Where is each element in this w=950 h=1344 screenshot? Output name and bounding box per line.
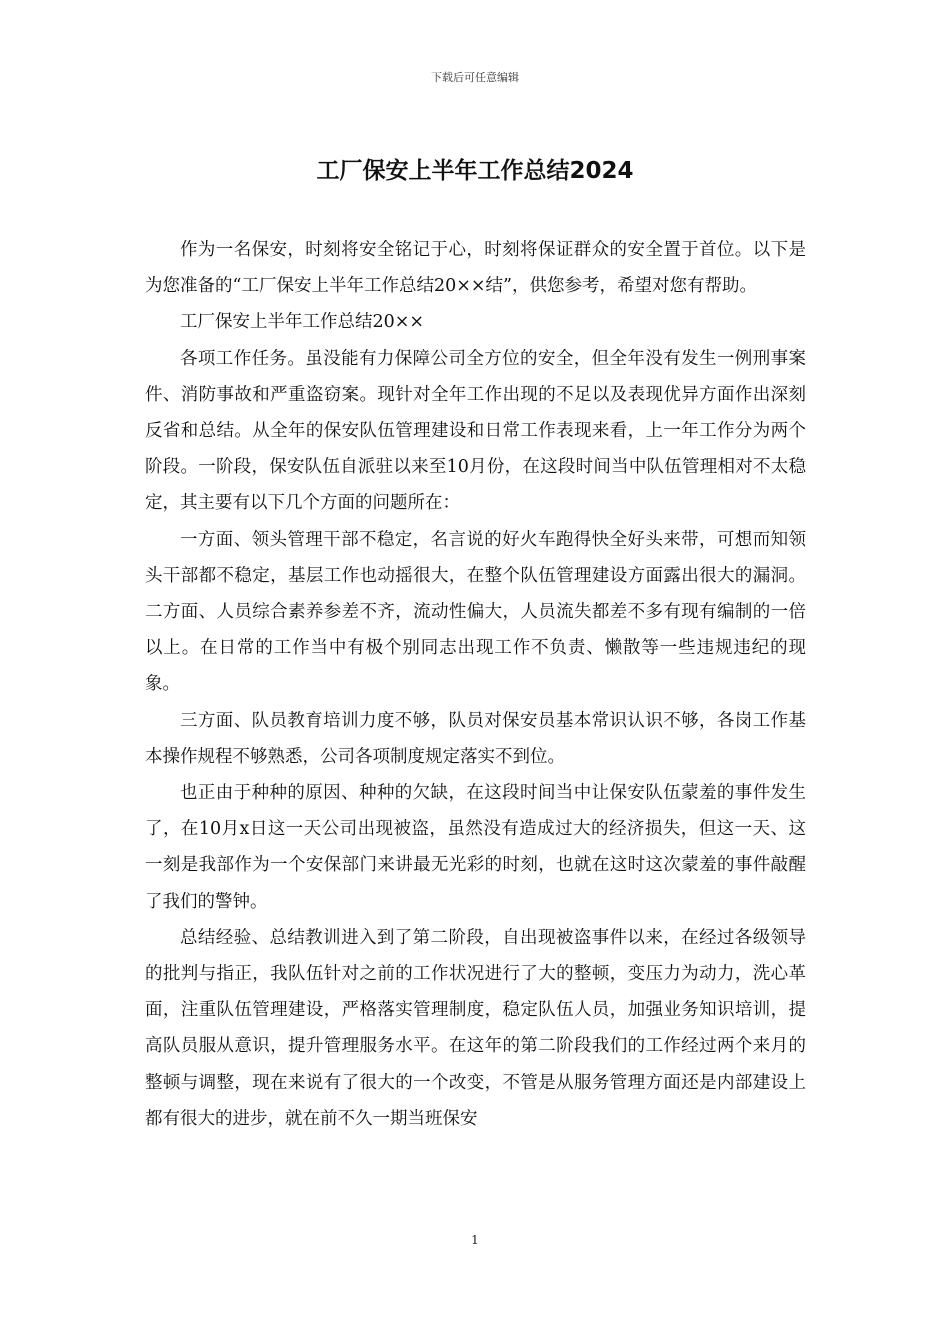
paragraph-tasks: 各项工作任务。虽没能有力保障公司全方位的安全，但全年没有发生一例刑事案件、消防事故和严重盗窃案。现针对全年工作出现的不足以及表现优异方面作出深刻反省和总结。从全年的保安队伍管理建设和日常工作表现来看，上一年工作分为两个阶段。一阶段，保安队伍自派驻以来至10月份，在这段时间当中队伍管理相对不太稳定，其主要有以下几个方面的问题所在： [145, 348, 806, 514]
page-number: 1 [471, 1233, 479, 1247]
paragraph-third-aspect: 三方面、队员教育培训力度不够，队员对保安员基本常识认识不够，各岗工作基本操作规程不够熟悉，公司各项制度规定落实不到位。 [145, 710, 806, 767]
paragraph-intro: 作为一名保安，时刻将安全铭记于心，时刻将保证群众的安全置于首位。以下是为您准备的“工厂保安上半年工作总结20××结”，供您参考，希望对您有帮助。 [145, 240, 806, 297]
document-body [145, 232, 806, 1137]
paragraph-second-stage: 总结经验、总结教训进入到了第二阶段，自出现被盗事件以来，在经过各级领导的批判与指正，我队伍针对之前的工作状况进行了大的整顿，变压力为动力，洗心革面，注重队伍管理建设，严格落实管理制度，稳定队伍人员，加强业务知识培训，提高队员服从意识，提升管理服务水平。在这年的第二阶段我们的工作经过两个来月的整顿与调整，现在来说有了很大的一个改变，不管是从服务管理方面还是内部建设上都有很大的进步，就在前不久一期当班保安 [145, 927, 806, 1129]
paragraph-first-aspect: 一方面、领头管理干部不稳定，名言说的好火车跑得快全好头来带，可想而知领头干部都不稳定，基层工作也动摇很大，在整个队伍管理建设方面露出很大的漏洞。二方面、人员综合素养参差不齐，流动性偏大，人员流失都差不多有现有编制的一倍以上。在日常的工作当中有极个别同志出现工作不负责、懒散等一些违规违纪的现象。 [145, 529, 806, 695]
paragraph-subtitle: 工厂保安上半年工作总结20×× [180, 312, 425, 333]
header-note: 下载后可任意编辑 [431, 71, 519, 84]
document-title: 工厂保安上半年工作总结2024 [316, 158, 634, 184]
paragraph-incident: 也正由于种种的原因、种种的欠缺，在这段时间当中让保安队伍蒙羞的事件发生了，在10月x日这一天公司出现被盗，虽然没有造成过大的经济损失，但这一天、这一刻是我部作为一个安保部门来讲最无光彩的时刻，也就在这时这次蒙羞的事件敲醒了我们的警钟。 [145, 783, 806, 912]
